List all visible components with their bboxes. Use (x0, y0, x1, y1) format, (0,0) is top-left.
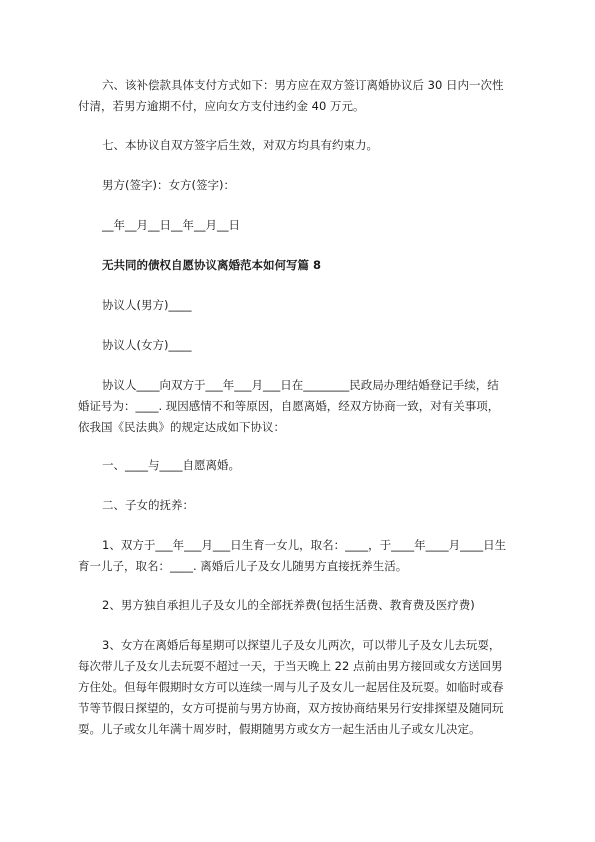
item-3-line-5: 耍。儿子或女儿年满十周岁时，假期随男方或女方一起生活由儿子或女儿决定。 (78, 722, 481, 736)
clause-two-heading: 二、子女的抚养： (102, 498, 194, 512)
preamble-line-1: 协议人____向双方于___年___月___日在________民政局办理结婚登记手续，结 (102, 378, 499, 392)
item-3-line-4: 节等节假日探望的，女方可提前与男方协商，双方按协商结果另行安排探望及随同玩 (78, 701, 504, 715)
item-3-line-3: 方住处。但每年假期时女方可以连续一周与儿子及女儿一起居住及玩耍。如临时或春 (78, 680, 504, 694)
item-1-line-2: 育一儿子，取名：____. 离婚后儿子及女儿随男方直接抚养生活。 (78, 559, 408, 573)
date-line: __年__月__日__年__月__日 (102, 218, 240, 232)
party-female: 协议人(女方)____ (102, 338, 192, 352)
clause-one: 一、____与____自愿离婚。 (102, 458, 240, 472)
item-3-line-1: 3、女方在离婚后每星期可以探望儿子及女儿两次，可以带儿子及女儿去玩耍， (102, 638, 501, 652)
clause-seven: 七、本协议自双方签字后生效，对双方均具有约束力。 (102, 138, 378, 152)
item-1-line-1: 1、双方于___年___月___日生育一女儿，取名：____，于____年____月____日生 (102, 538, 507, 552)
signature-line: 男方(签字)：女方(签字)： (102, 178, 235, 192)
section-heading: 无共同的债权自愿协议离婚范本如何写篇 8 (102, 258, 322, 272)
preamble-line-3: 依我国《民法典》的规定达成如下协议： (78, 420, 285, 434)
item-2: 2、男方独自承担儿子及女儿的全部抚养费(包括生活费、教育费及医疗费) (102, 598, 475, 612)
item-3-line-2: 每次带儿子及女儿去玩耍不超过一天，于当天晚上 22 点前由男方接回或女方送回男 (78, 659, 503, 673)
preamble-line-2: 婚证号为：____. 现因感情不和等原因，自愿离婚，经双方协商一致，对有关事项， (78, 399, 500, 413)
party-male: 协议人(男方)____ (102, 298, 192, 312)
clause-six-line-1: 六、该补偿款具体支付方式如下：男方应在双方签订离婚协议后 30 日内一次性 (102, 78, 504, 92)
clause-six-line-2: 付清，若男方逾期不付，应向女方支付违约金 40 万元。 (78, 99, 365, 113)
